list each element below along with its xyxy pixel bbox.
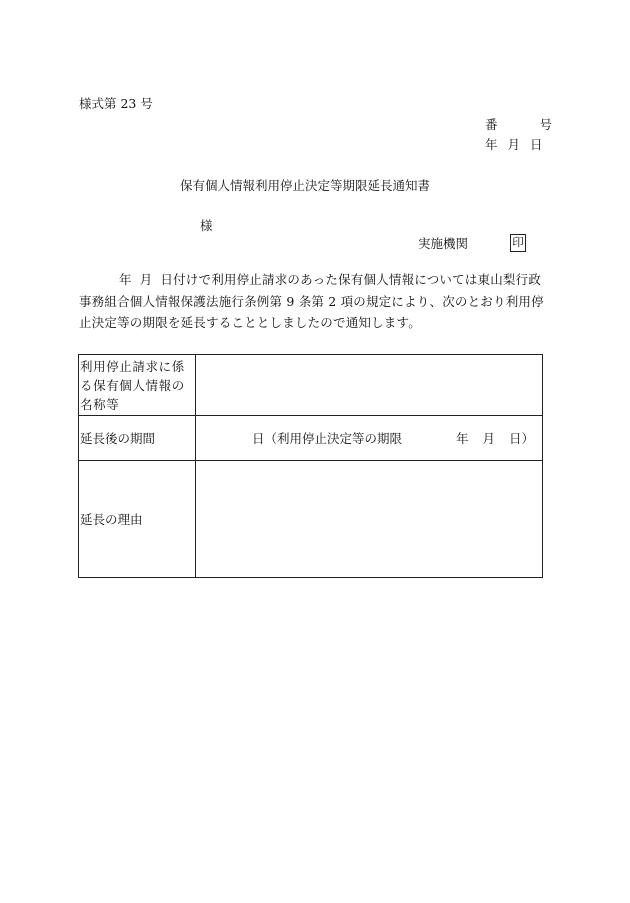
period-month: 月 [482, 431, 496, 446]
document-title: 保有個人情報利用停止決定等期限延長通知書 [180, 178, 431, 193]
extended-period-value[interactable] [196, 416, 543, 461]
seal-box: 印 [510, 234, 526, 252]
ref-go: 号 [539, 117, 553, 132]
form-number: 様式第 23 号 [79, 96, 153, 111]
info-name-label: 利用停止請求に係る保有個人情報の名称等 [80, 358, 185, 412]
table-row-label [79, 461, 196, 578]
extension-reason-value[interactable] [196, 461, 543, 578]
period-day-paren: 日（利用停止決定等の期限 [252, 431, 403, 446]
info-table [78, 354, 543, 578]
table-row-label [79, 355, 196, 416]
table-row [79, 416, 543, 461]
body-paragraph [79, 269, 545, 334]
date-month: 月 [507, 137, 521, 152]
ref-ban: 番 [485, 117, 498, 132]
body-text-rest: 日付けで利用停止請求のあった保有個人情報については東山梨行政事務組合個人情報保護法施行条例第 9 条第 2 項の規定により、次のとおり利用停止決定等の期限を延長することとしましたので通知します。 [79, 272, 544, 330]
date-year: 年 [485, 137, 498, 152]
body-year: 年 [119, 272, 132, 287]
period-year: 年 [456, 431, 469, 446]
body-month: 月 [139, 272, 153, 287]
period-text [252, 429, 534, 447]
extended-period-label: 延長後の期間 [80, 430, 156, 446]
issuer-label: 実施機関 [418, 236, 469, 251]
table-row [79, 355, 543, 416]
info-name-value[interactable] [196, 355, 543, 416]
table-row [79, 461, 543, 578]
date-day: 日 [530, 137, 543, 152]
reference-number [485, 119, 552, 132]
extension-reason-label: 延長の理由 [80, 511, 143, 527]
period-day-close: 日） [509, 431, 535, 446]
issue-date [485, 139, 543, 152]
table-row-label [79, 416, 196, 461]
addressee-suffix: 様 [200, 218, 213, 233]
